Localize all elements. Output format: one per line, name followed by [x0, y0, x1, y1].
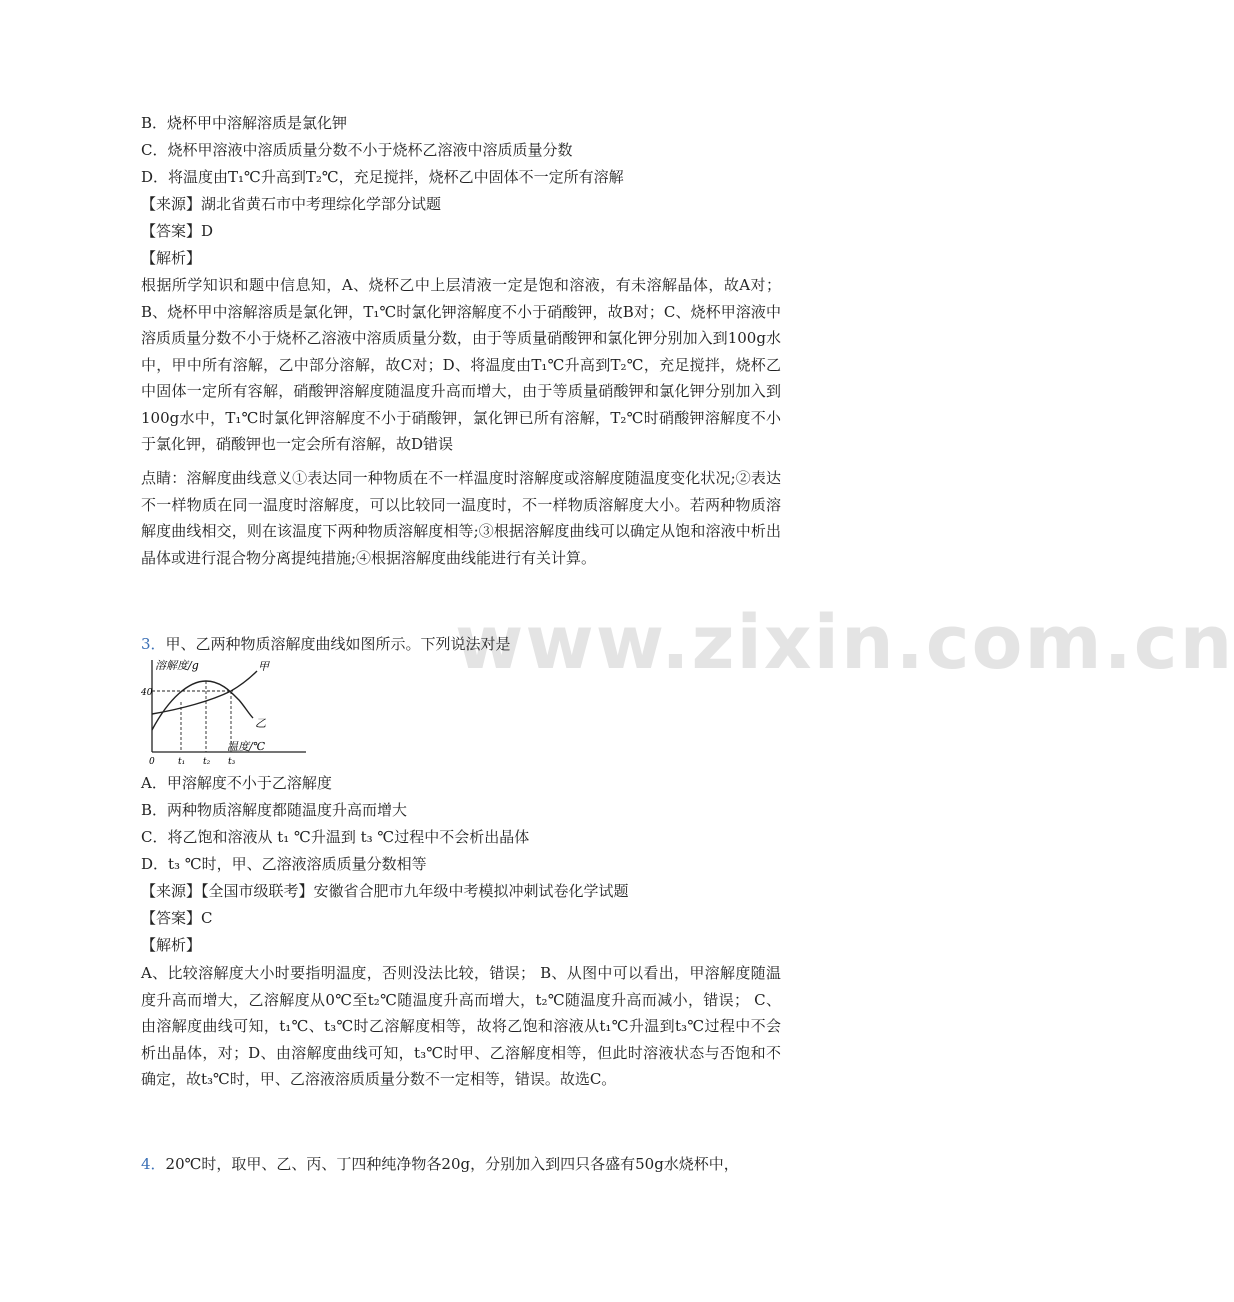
q4-number: 4． — [141, 1155, 166, 1173]
q3-stem-line — [141, 634, 511, 654]
q3-analysis-label: 【解析】 — [141, 936, 202, 954]
q4-stem-line — [141, 1154, 739, 1174]
y-tick-40: 40 — [141, 688, 153, 698]
q4-stem: 20℃时，取甲、乙、丙、丁四种纯净物各20g，分别加入到四只各盛有50g水烧杯中， — [165, 1155, 739, 1173]
q3-option-d: D．t₃ ℃时，甲、乙溶液溶质质量分数相等 — [141, 855, 427, 873]
q2-option-b: B．烧杯甲中溶解溶质是氯化钾 — [141, 114, 348, 132]
q3-source: 【来源】【全国市级联考】安徽省合肥市九年级中考模拟冲刺试卷化学试题 — [141, 882, 629, 900]
watermark: www.zixin.com.cn — [455, 600, 1234, 686]
q3-option-a: A．甲溶解度不小于乙溶解度 — [141, 774, 332, 792]
q2-option-d: D．将温度由T₁℃升高到T₂℃，充足搅拌，烧杯乙中固体不一定所有溶解 — [141, 168, 624, 186]
q2-source: 【来源】湖北省黄石市中考理综化学部分试题 — [141, 195, 442, 213]
solubility-chart — [141, 654, 311, 766]
x-tick-t1: t₁ — [178, 757, 186, 767]
q3-stem: 甲、乙两种物质溶解度曲线如图所示。下列说法对是 — [165, 635, 511, 653]
curve-jia-label: 甲 — [258, 660, 269, 673]
q3-option-c: C．将乙饱和溶液从 t₁ ℃升温到 t₃ ℃过程中不会析出晶体 — [141, 828, 530, 846]
x-axis-label: 温度/℃ — [227, 740, 266, 753]
curve-yi — [152, 681, 253, 730]
x-tick-t2: t₂ — [203, 757, 211, 767]
curve-yi-label: 乙 — [255, 717, 266, 730]
y-axis-label: 溶解度/g — [155, 659, 199, 672]
x-tick-t3: t₃ — [228, 757, 236, 767]
q2-analysis-label: 【解析】 — [141, 249, 202, 267]
q2-analysis-text: 根据所学知识和题中信息知，A、烧杯乙中上层清液一定是饱和溶液，有未溶解晶体，故A对；B、烧杯甲中溶解溶质是氯化钾，T₁℃时氯化钾溶解度不小于硝酸钾，故B对；C、烧杯甲溶液中溶质质量分数不小于烧杯乙溶液中溶质质量分数，由于等质量硝酸钾和氯化钾分别加入到100g水中，甲中所有溶解，乙中部分溶解，故C对；D、将温度由T₁℃升高到T₂℃，充足搅拌，烧杯乙中固体一定所有容解，硝酸钾溶解度随温度升高而增大，由于等质量硝酸钾和氯化钾分别加入到100g水中，T₁℃时氯化钾溶解度不小于硝酸钾，氯化钾已所有溶解，T₂℃时硝酸钾溶解度不小于氯化钾，硝酸钾也一定会所有溶解，故D错误 — [141, 276, 781, 453]
curve-jia — [152, 671, 257, 714]
q2-tip-text: 点睛：溶解度曲线意义①表达同一种物质在不一样温度时溶解度或溶解度随温度变化状况;②表达不一样物质在同一温度时溶解度，可以比较同一温度时，不一样物质溶解度大小。若两种物质溶解度曲线相交，则在该温度下两种物质溶解度相等;③根据溶解度曲线可以确定从饱和溶液中析出晶体或进行混合物分离提纯措施;④根据溶解度曲线能进行有关计算。 — [141, 469, 781, 567]
q3-answer: 【答案】C — [141, 909, 213, 927]
origin-label: 0 — [149, 757, 155, 767]
q3-option-b: B．两种物质溶解度都随温度升高而增大 — [141, 801, 408, 819]
q3-analysis-text: A、比较溶解度大小时要指明温度，否则没法比较，错误； B、从图中可以看出，甲溶解度随温度升高而增大，乙溶解度从0℃至t₂℃随温度升高而增大，t₂℃随温度升高而减小，错误； C、由溶解度曲线可知，t₁℃、t₃℃时乙溶解度相等，故将乙饱和溶液从t₁℃升温到t₃℃过程中不会析出晶体，对；D、由溶解度曲线可知，t₃℃时甲、乙溶解度相等，但此时溶液状态与否饱和不确定，故t₃℃时，甲、乙溶液溶质质量分数不一定相等，错误。故选C。 — [141, 964, 781, 1088]
q3-number: 3． — [141, 635, 166, 653]
q2-option-c: C．烧杯甲溶液中溶质质量分数不小于烧杯乙溶液中溶质质量分数 — [141, 141, 573, 159]
q2-answer: 【答案】D — [141, 222, 214, 240]
